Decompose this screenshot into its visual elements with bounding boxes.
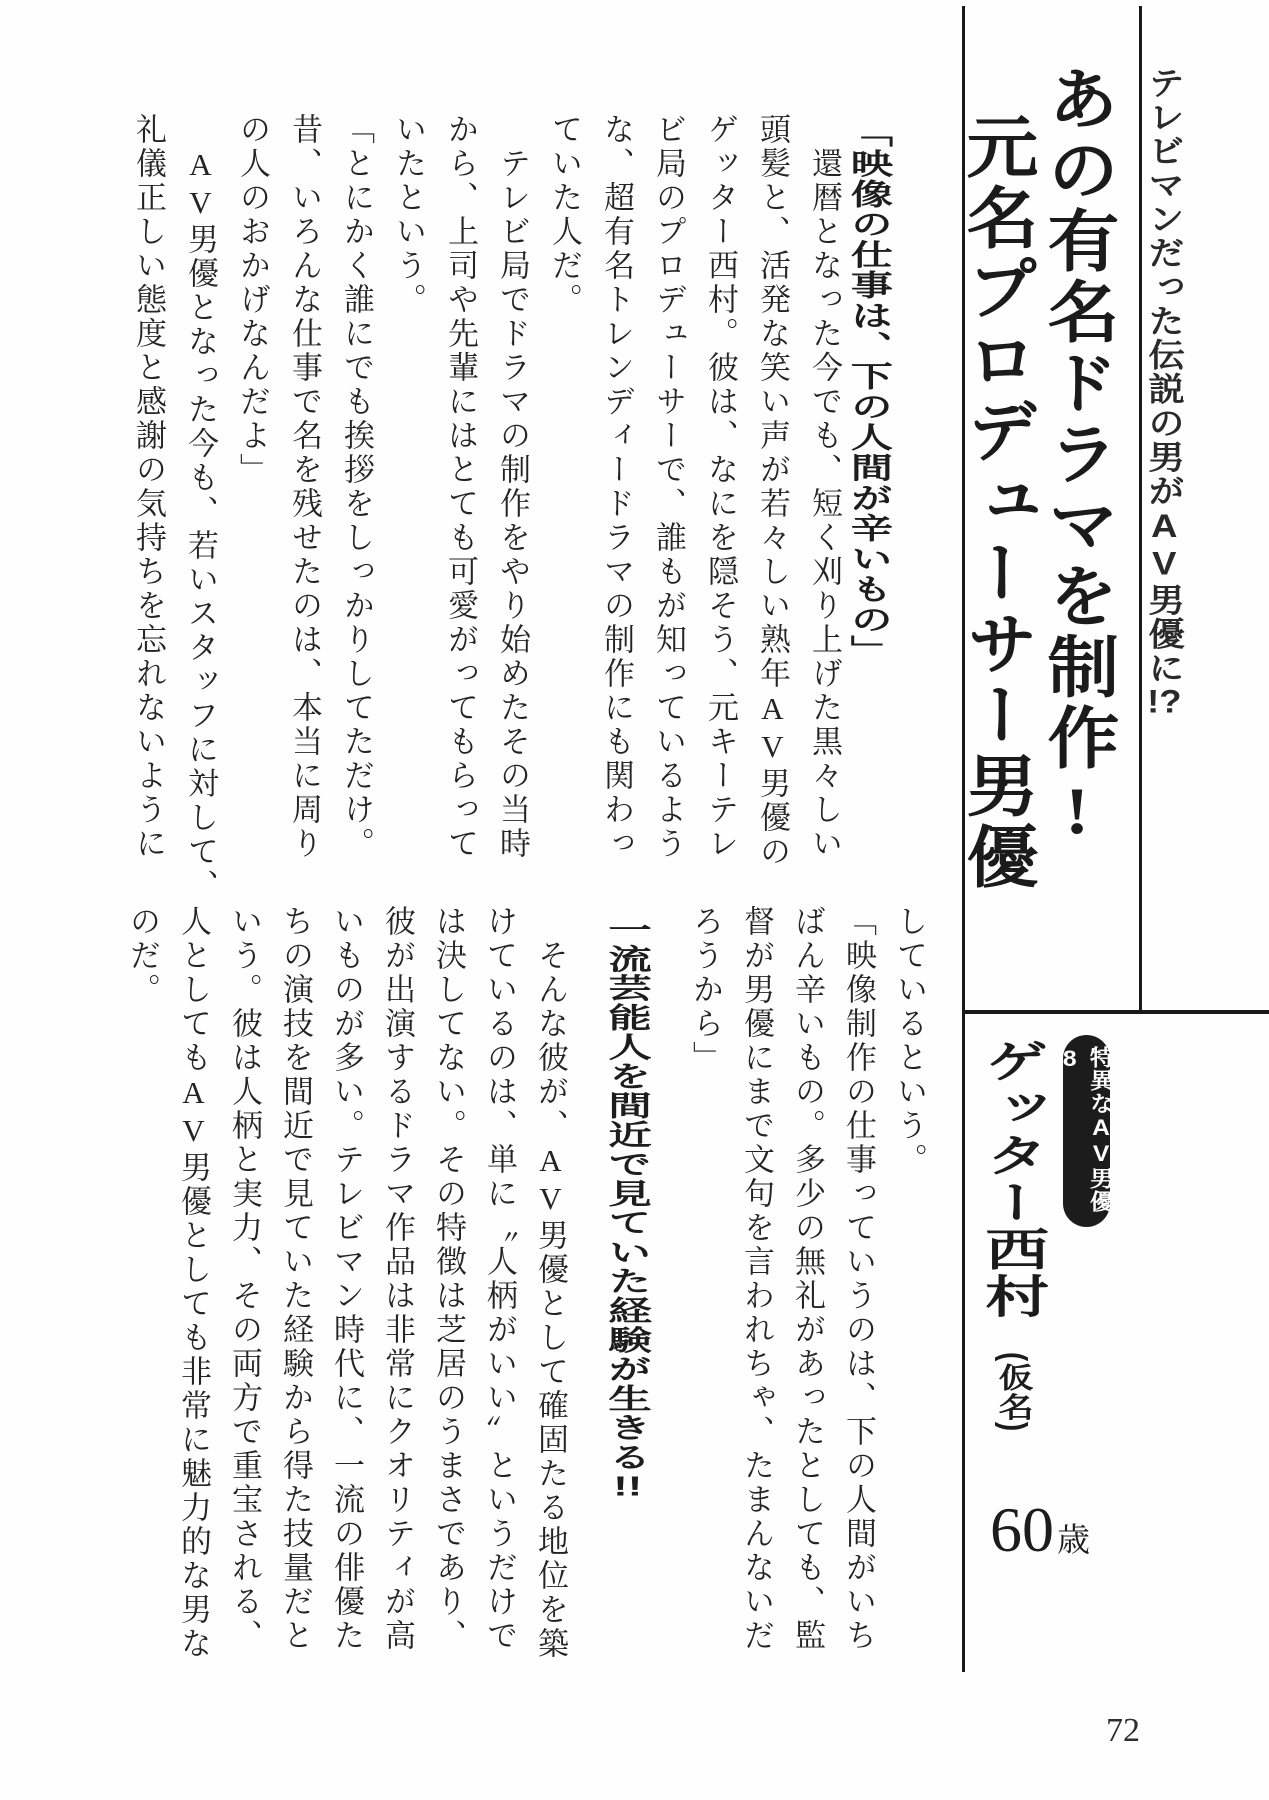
text-column: いたという。 [391,113,426,317]
text-column: は決してない。その特徴は芝居のうまさであり、 [431,905,466,1653]
text-column: ビ局のプロデューサーで、誰もが知っているよう [651,113,686,861]
text-column: けているのは、単に〝人柄がいい〟というだけで [482,905,517,1653]
kicker-headline [1144,66,1190,718]
performer-age [990,1494,1090,1565]
text-column: 人としてもAV男優としても非常に魅力的な男な [176,905,211,1661]
text-column: な、超有名トレンディードラマの制作にも関わっ [599,113,634,861]
subhead-double-exclamation: !! [613,1471,643,1500]
section-subhead-bottom [603,915,658,1500]
text-column: テレビ局でドラマの制作をやり始めたその当時 [495,113,530,861]
text-column: 還暦となった今でも、短く刈り上げた黒々しい [807,113,842,861]
text-column: 督が男優にまで文句を言われちゃ、たまんないだ [739,905,774,1653]
text-column: の人のおかげなんだよ」 [235,113,270,487]
article-body-bottom-para2 [114,905,576,1705]
kicker-text: テレビマンだった伝説の男がAV男優に [1144,66,1185,685]
text-column: いものが多い。テレビマン時代に、一流の俳優た [329,905,364,1653]
article-title-line-1: あの有名ドラマを制作! [1037,64,1117,852]
text-column: 「とにかく誰にでも挨拶をしっかりしてただけ。 [339,113,374,861]
text-column: から、上司や先輩にはとても可愛がってもらって [443,113,478,861]
text-column: しているという。 [892,905,927,1177]
article-title-line-2: 元名プロデューサー男優 [956,112,1036,893]
age-number: 60 [990,1494,1054,1565]
text-column: ちの演技を間近で見ていた経験から得た技量だと [278,905,313,1653]
performer-name-note: (仮名) [994,1352,1034,1433]
series-badge-label: 特異なAV男優8 [1055,1046,1116,1213]
text-column: ばん辛いもの。多少の無礼があったとしても、監 [790,905,825,1653]
text-column: のだ。 [125,905,160,1007]
text-column: 彼が出演するドラマ作品は非常にクオリティが高 [380,905,415,1653]
text-column: ゲッター西村。彼は、なにを隠そう、元キーテレ [703,113,738,861]
text-column: 礼儀正しい態度と感謝の気持ちを忘れないように [131,113,166,861]
text-column: 昔、いろんな仕事で名を残せたのは、本当に周り [287,113,322,861]
article-body-top [116,113,850,913]
text-column: そんな彼が、AV男優として確固たる地位を築 [533,905,568,1661]
kicker-exclamation-question: !? [1147,685,1182,718]
page-number: 72 [1106,1712,1140,1749]
article-body-bottom-para1 [679,905,935,1705]
subhead-text: 一流芸能人を間近で見ていた経験が生きる [603,915,652,1472]
text-column: ていた人だ。 [547,113,582,317]
text-column: 「映像制作の仕事っていうのは、下の人間がいち [841,905,876,1653]
text-column: いう。彼は人柄と実力、その両方で重宝される、 [227,905,262,1653]
section-subhead-top: 「映像の仕事は、下の人間が辛いもの」 [845,118,892,666]
divider-horizontal-profile [963,1010,1269,1014]
performer-name: ゲッター西村 [975,1038,1048,1320]
text-column: ろうから」 [688,905,723,1075]
age-suffix: 歳 [1057,1523,1090,1559]
text-column: 頭髪と、活発な笑い声が若々しい熟年AV男優の [755,113,790,869]
text-column: AV男優となった今も、若いスタッフに対して、 [183,147,218,903]
series-badge [1055,1035,1116,1227]
